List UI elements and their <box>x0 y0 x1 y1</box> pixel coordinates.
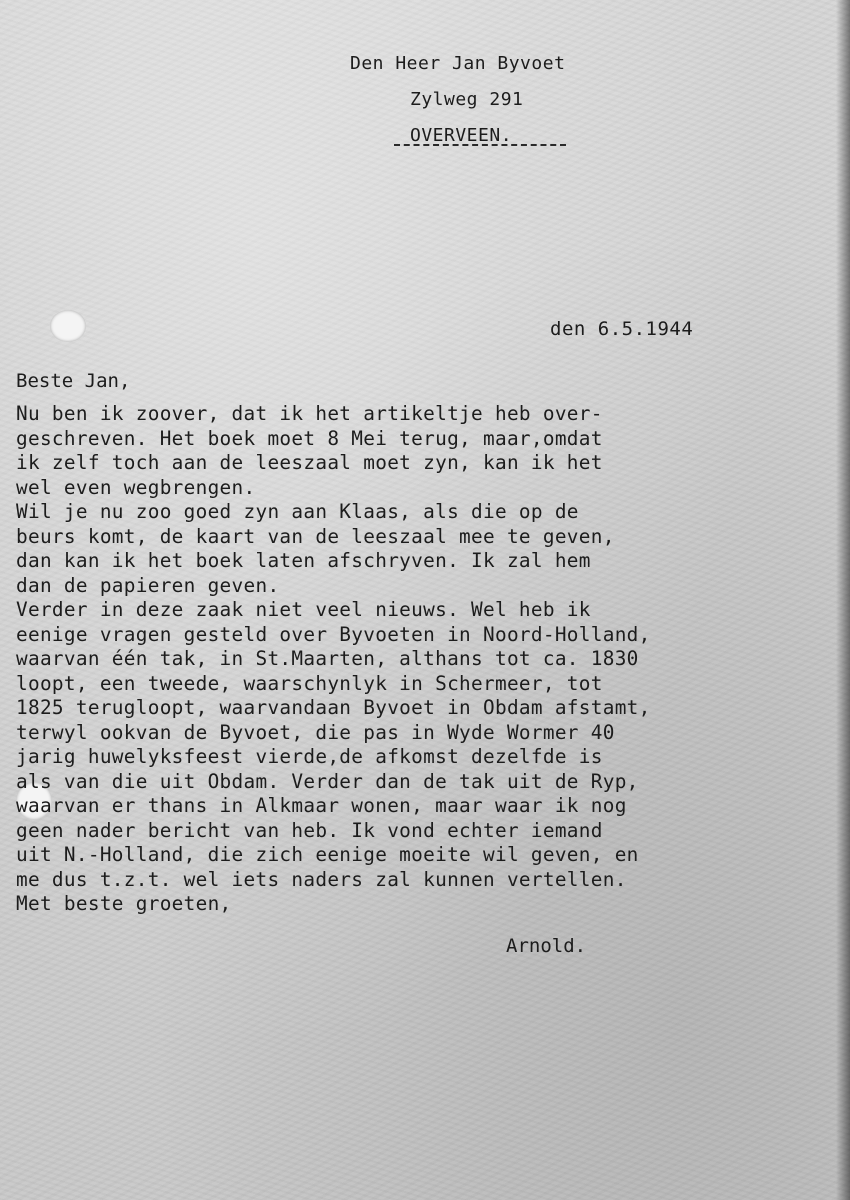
body-line: jarig huwelyksfeest vierde,de afkomst dezelfde is <box>16 745 603 768</box>
recipient-name: Den Heer Jan Byvoet <box>350 53 566 74</box>
letter-date: den 6.5.1944 <box>550 318 694 340</box>
body-line: 1825 terugloopt, waarvandaan Byvoet in Obdam afstamt, <box>16 696 651 719</box>
body-line: terwyl ookvan de Byvoet, die pas in Wyde Wormer 40 <box>16 720 615 744</box>
punch-hole-top <box>50 310 86 342</box>
body-line: waarvan er thans in Alkmaar wonen, maar waar ik nog <box>16 794 627 817</box>
body-line: dan kan ik het boek laten afschryven. Ik zal hem <box>16 549 591 572</box>
body-line: wel even wegbrengen. <box>16 475 256 499</box>
body-line: dan de papieren geven. <box>16 573 280 597</box>
body-line: beurs komt, de kaart van de leeszaal mee te geven, <box>16 524 615 548</box>
body-line: ik zelf toch aan de leeszaal moet zyn, kan ik het <box>16 451 603 474</box>
body-line: Wil je nu zoo goed zyn aan Klaas, als die op de <box>16 500 579 523</box>
body-line: loopt, een tweede, waarschynlyk in Schermeer, tot <box>16 671 603 695</box>
body-line: geen nader bericht van heb. Ik vond echter iemand <box>16 818 603 842</box>
body-line: me dus t.z.t. wel iets naders zal kunnen vertellen. <box>16 867 627 891</box>
signature: Arnold. <box>506 935 587 957</box>
letter-body <box>16 402 836 917</box>
body-line: Nu ben ik zoover, dat ik het artikeltje heb over- <box>16 402 603 425</box>
salutation: Beste Jan, <box>16 370 131 392</box>
recipient-address <box>340 46 660 154</box>
page-edge-shadow <box>836 0 850 1200</box>
body-line: eenige vragen gesteld over Byvoeten in Noord-Holland, <box>16 622 651 646</box>
body-line: geschreven. Het boek moet 8 Mei terug, maar,omdat <box>16 426 603 450</box>
body-line: uit N.-Holland, die zich eenige moeite wil geven, en <box>16 843 639 866</box>
body-line: Verder in deze zaak niet veel nieuws. Wel heb ik <box>16 598 591 621</box>
recipient-street: Zylweg 291 <box>410 89 524 110</box>
recipient-city: OVERVEEN. <box>410 125 513 146</box>
body-line: Met beste groeten, <box>16 892 232 915</box>
body-line: als van die uit Obdam. Verder dan de tak uit de Ryp, <box>16 769 639 793</box>
address-underline <box>394 144 566 146</box>
body-line: waarvan één tak, in St.Maarten, althans tot ca. 1830 <box>16 647 639 670</box>
